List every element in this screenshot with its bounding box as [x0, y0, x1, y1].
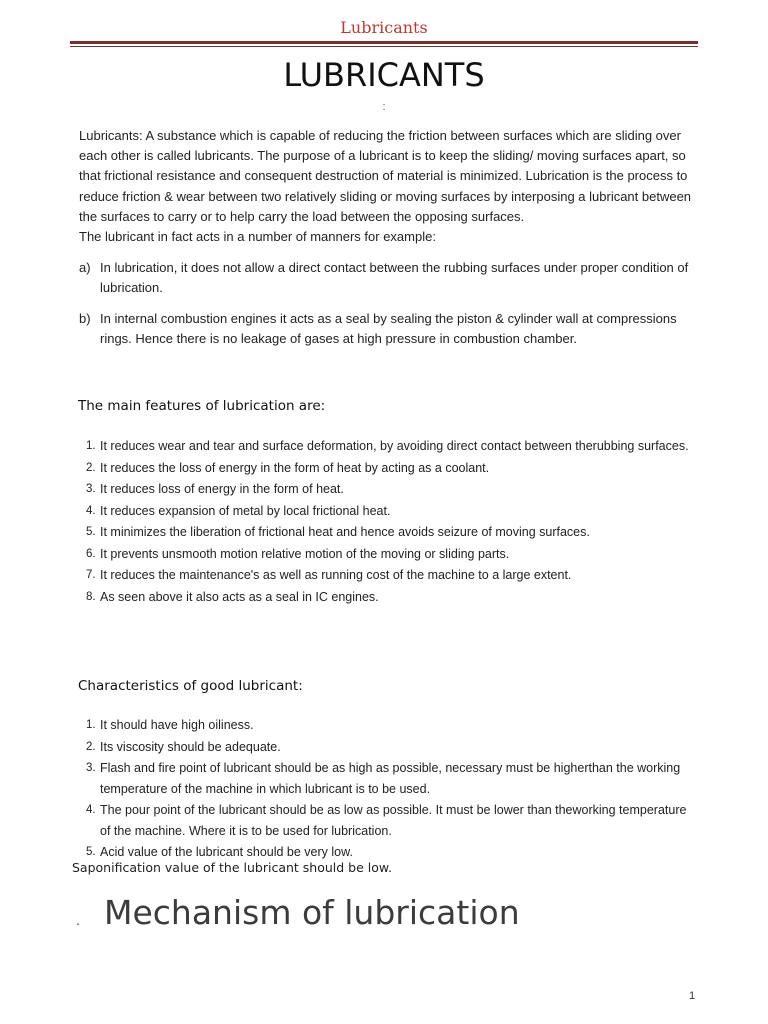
item-number: 2.: [86, 461, 96, 474]
item-text: It reduces the maintenance's as well as running cost of the machine to a large extent.: [100, 568, 572, 582]
alpha-text: In lubrication, it does not allow a direct contact between the rubbing surfaces under proper condition of lubrication.: [100, 260, 689, 295]
item-number: 1.: [86, 440, 96, 452]
list-item: [86, 587, 696, 608]
list-item: [86, 544, 696, 565]
item-number: 5.: [86, 526, 96, 538]
list-item: [86, 565, 696, 586]
mechanism-heading: Mechanism of lubrication: [104, 893, 520, 932]
header-rule-thin: [70, 46, 698, 47]
list-item: [86, 501, 696, 522]
item-text: It minimizes the liberation of frictional heat and hence avoids seizure of moving surfaces.: [100, 525, 590, 539]
running-header: Lubricants: [340, 18, 428, 37]
item-text: It reduces expansion of metal by local frictional heat.: [100, 503, 391, 518]
saponification-line: Saponification value of the lubricant should be low.: [72, 860, 392, 875]
item-number: 3.: [86, 483, 96, 495]
list-item: [86, 758, 696, 799]
list-item: [86, 479, 696, 500]
item-text: It should have high oiliness.: [100, 718, 254, 732]
item-number: 4.: [86, 504, 96, 517]
item-number: 4.: [86, 804, 96, 816]
mechanism-bullet: .: [76, 912, 80, 928]
list-item: [86, 522, 696, 543]
item-text: The pour point of the lubricant should be as low as possible. It must be lower than theworking temperature of the machine. Where it is to be used for lubrication.: [100, 803, 687, 838]
title-colon-mark: :: [382, 101, 386, 113]
page-number: 1: [689, 990, 696, 1002]
item-text: It reduces the loss of energy in the form of heat by acting as a coolant.: [100, 460, 490, 475]
item-text: Acid value of the lubricant should be very low.: [100, 845, 353, 859]
item-text: Its viscosity should be adequate.: [100, 739, 281, 754]
alpha-marker: a): [79, 260, 91, 275]
item-text: As seen above it also acts as a seal in IC engines.: [100, 589, 379, 604]
item-number: 3.: [86, 762, 96, 774]
features-heading: The main features of lubrication are:: [78, 398, 326, 414]
features-list: [86, 436, 696, 607]
item-text: It reduces wear and tear and surface deformation, by avoiding direct contact between therubbing surfaces.: [100, 439, 689, 453]
alpha-marker: b): [79, 311, 91, 326]
intro-text: Lubricants: A substance which is capable of reducing the friction between surfaces which are sliding over each other is called lubricants. The purpose of a lubricant is to keep the sliding/ moving surfaces apart, so that frictional resistance and consequent destruction of material is minimized. Lubrication is the process to reduce friction & wear between two relatively sliding or moving surfaces by interposing a lubricant between the surfaces to carry or to help carry the load between the opposing surfaces.: [79, 128, 692, 224]
intro-paragraph: [79, 126, 699, 247]
item-text: It prevents unsmooth motion relative motion of the moving or sliding parts.: [100, 546, 510, 561]
header-rule-thick: [70, 41, 698, 44]
list-item: [86, 800, 696, 841]
alpha-list-item: [79, 258, 699, 298]
intro-line-2: The lubricant in fact acts in a number of manners for example:: [79, 229, 436, 245]
alpha-text: In internal combustion engines it acts as a seal by sealing the piston & cylinder wall at compressions rings. Hence there is no leakage of gases at high pressure in combustion chamber.: [100, 311, 677, 346]
item-number: 1.: [86, 719, 96, 731]
characteristics-heading: Characteristics of good lubricant:: [78, 678, 303, 694]
alpha-list-item: [79, 309, 699, 349]
item-number: 7.: [86, 569, 96, 581]
list-item: [86, 715, 696, 736]
item-number: 6.: [86, 547, 96, 560]
item-number: 8.: [86, 590, 96, 603]
page-title: LUBRICANTS: [283, 56, 485, 94]
item-text: Flash and fire point of lubricant should be as high as possible, necessary must be higherthan the working temperature of the machine in which lubricant is to be used.: [100, 761, 681, 796]
item-number: 5.: [86, 846, 96, 858]
item-text: It reduces loss of energy in the form of heat.: [100, 482, 344, 496]
item-number: 2.: [86, 740, 96, 753]
list-item: [86, 458, 696, 479]
characteristics-list: [86, 715, 696, 863]
list-item: [86, 436, 696, 457]
list-item: [86, 737, 696, 758]
